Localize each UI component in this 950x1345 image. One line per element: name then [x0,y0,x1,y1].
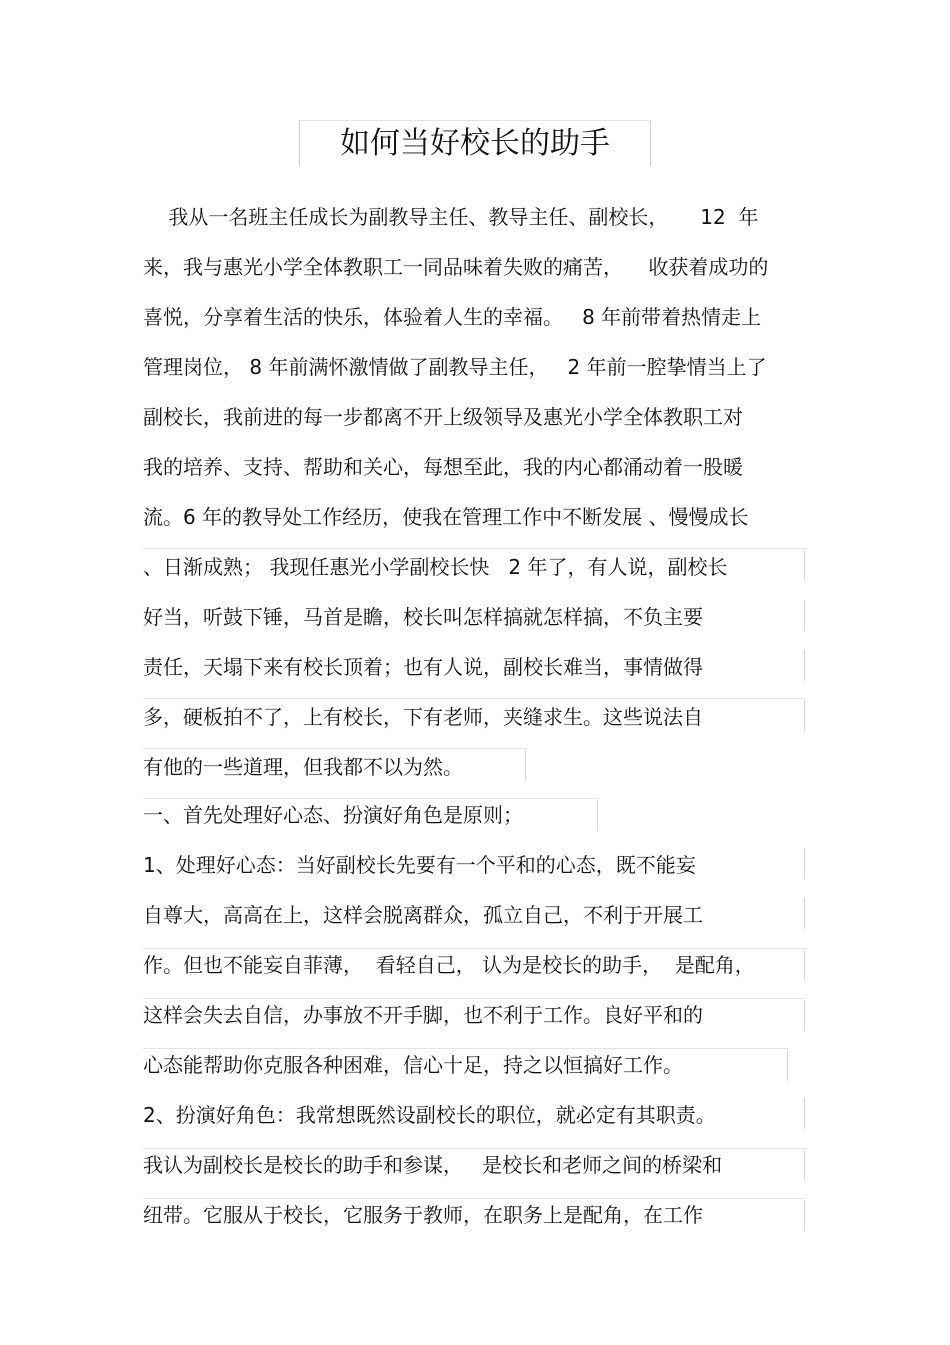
box-top-edge [143,798,598,799]
box-right-edge [787,1050,788,1081]
page-title: 如何当好校长的助手 [340,126,610,161]
text-line: 自尊大，高高在上，这样会脱离群众，孤立自己，不利于开展工 [143,903,703,927]
box-right-edge [804,1150,805,1181]
text-line: 有他的一些道理，但我都不以为然。 [143,755,463,779]
text-line: 管理岗位， 8 年前满怀激情做了副教导主任， 2 年前一腔挚情当上了 [143,355,767,379]
text-line: 责任，天塌下来有校长顶着；也有人说，副校长难当，事情做得 [143,655,703,679]
box-top-edge [143,1198,805,1199]
box-top-edge [143,998,805,999]
text-line: 来，我与惠光小学全体教职工一同品味着失败的痛苦， 收获着成功的 [143,255,769,279]
box-right-edge [804,950,805,981]
box-top-edge [143,1048,788,1049]
box-top-edge [143,748,526,749]
box-right-edge [804,650,805,681]
box-right-edge [525,750,526,781]
box-right-edge [804,1098,805,1129]
text-line: 多，硬板拍不了，上有校长，下有老师，夹缝求生。这些说法自 [143,705,703,729]
box-right-edge [597,800,598,831]
box-right-edge [804,700,805,731]
text-line: 2、扮演好角色：我常想既然设副校长的职位，就必定有其职责。 [143,1103,716,1127]
text-line: 我认为副校长是校长的助手和参谋， 是校长和老师之间的桥梁和 [143,1153,723,1177]
text-line: 好当，听鼓下锤，马首是瞻，校长叫怎样搞就怎样搞，不负主要 [143,605,703,629]
box-right-edge [804,898,805,929]
text-line: 流。6 年的教导处工作经历，使我在管理工作中不断发展 、慢慢成长 [143,505,749,529]
section-heading: 一、首先处理好心态、扮演好角色是原则； [143,803,523,827]
box-right-edge [804,1200,805,1231]
text-line: 这样会失去自信，办事放不开手脚，也不利于工作。良好平和的 [143,1003,703,1027]
box-top-edge [143,948,805,949]
box-right-edge [804,550,805,581]
text-line: 纽带。它服从于校长，它服务于教师，在职务上是配角，在工作 [143,1203,703,1227]
box-top-edge [143,698,805,699]
text-line: 副校长，我前进的每一步都离不开上级领导及惠光小学全体教职工对 [143,405,743,429]
box-right-edge [804,848,805,879]
text-line: 、日渐成熟； 我现任惠光小学副校长快 2 年了，有人说，副校长 [143,555,728,579]
text-line: 心态能帮助你克服各种困难，信心十足，持之以恒搞好工作。 [143,1053,683,1077]
box-top-edge [143,548,805,549]
text-line: 作。但也不能妄自菲薄， 看轻自己， 认为是校长的助手， 是配角， [143,953,755,977]
text-line: 喜悦，分享着生活的快乐，体验着人生的幸福。 8 年前带着热情走上 [143,305,762,329]
text-line: 我从一名班主任成长为副教导主任、教导主任、副校长， 12 年 [143,205,759,229]
box-right-edge [804,600,805,631]
text-line: 我的培养、支持、帮助和关心，每想至此，我的内心都涌动着一股暖 [143,455,743,479]
text-line: 1、处理好心态：当好副校长先要有一个平和的心态，既不能妄 [143,853,696,877]
box-right-edge [804,1000,805,1031]
box-top-edge [143,1148,805,1149]
